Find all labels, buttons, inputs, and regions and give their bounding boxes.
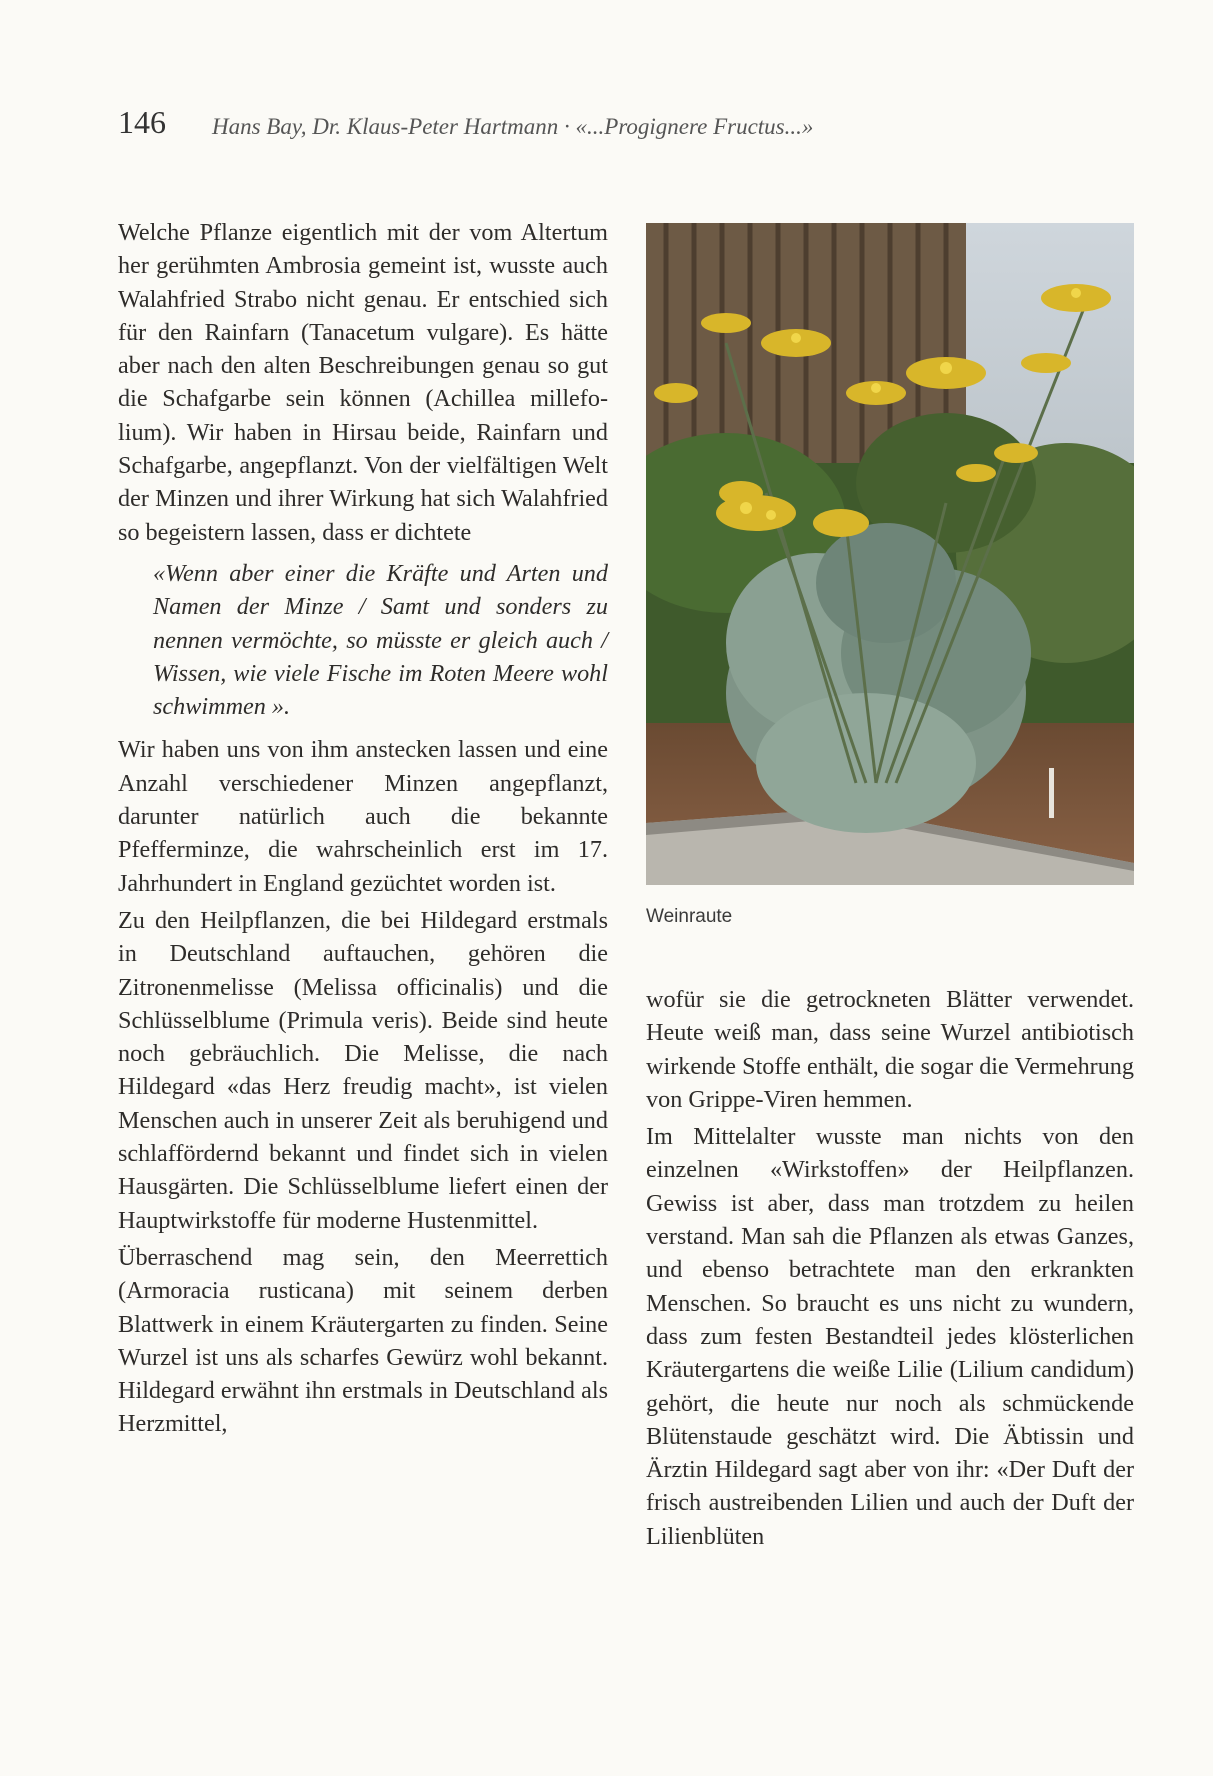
photo-illustration [646,223,1134,885]
figure-caption: Weinraute [646,906,733,927]
page-header [118,104,1078,144]
right-column [646,983,1134,1553]
poem-quote: «Wenn aber einer die Kräfte und Arten und Namen der Minze / Samt und sonders zu nennen vermöchte, so müsste er gleich auch / Wissen, wie viele Fische im Roten Meere wohl schwimmen ». [153,559,608,721]
page-number: 146 [118,104,166,140]
plant-photo [646,223,1134,885]
paragraph: wofür sie die getrockneten Blätter verwendet. Heute weiß man, dass seine Wurzel antibiotisch wirkende Stoffe enthält, die sogar die Vermehrung von Grippe-Viren hemmen. [646,986,1134,1113]
paragraph: Zu den Heilpflanzen, die bei Hildegard erstmals in Deutschland auftauchen, gehören die Zitronenmelisse (Melissa officinalis) und die Schlüsselblume (Primula veris). Beide sind heute noch gebräuchlich. Die Melisse, die nach Hildegard «das Herz freudig macht», ist vielen Menschen auch in unserer Zeit als beruhigend und schlaffördernd bekannt und findet sich in vielen Hausgärten. Die Schlüsselblume liefert einen der Hauptwirkstoffe für moderne Hustenmittel. [118,906,608,1234]
paragraph: Wir haben uns von ihm anstecken lassen und eine Anzahl verschiedener Minzen angepflanzt, darunter natürlich auch die bekannte Pfefferminze, die wahrscheinlich erst im 17. Jahrhundert in England gezüchtet worden ist. [118,736,608,897]
paragraph: Welche Pflanze eigentlich mit der vom Altertum her gerühmten Ambrosia gemeint ist, wusste auch Walahfried Strabo nicht genau. Er entschied sich für den Rainfarn (Tanacetum vulgare). Es hätte aber nach den alten Beschreibungen genau so gut die Schafgarbe sein können (Achillea millefolium). Wir haben in Hirsau beide, Rainfarn und Schafgarbe, angepflanzt. Von der vielfältigen Welt der Minzen und ihrer Wirkung hat sich Walahfried so begeistern lassen, dass er dichtete [118,219,608,546]
paragraph: Im Mittelalter wusste man nichts von den einzelnen «Wirkstoffen» der Heilpflanzen. Gewiss ist aber, dass man trotzdem zu heilen verstand. Man sah die Pflanzen als etwas Ganzes, und ebenso betrachtete man den erkrankten Menschen. So braucht es uns nicht zu wundern, dass zum festen Bestandteil jedes klösterlichen Kräutergartens die weiße Lilie (Lilium candidum) gehört, die heute nur noch als schmückende Blütenstaude geschätzt wird. Die Äbtissin und Ärztin Hildegard sagt aber von ihr: «Der Duft der frisch austreibenden Lilien und auch der Duft der Lilienblüten [646,1123,1134,1550]
paragraph: Überraschend mag sein, den Meerrettich (Armoracia rusticana) mit seinem derben Blattwerk in einem Kräutergarten zu finden. Seine Wurzel ist uns als scharfes Gewürz wohl bekannt. Hildegard erwähnt ihn erstmals in Deutschland als Herzmittel, [118,1243,608,1438]
left-column [118,216,608,1441]
running-title: Hans Bay, Dr. Klaus-Peter Hartmann · «...Progignere Fructus...» [212,114,814,139]
